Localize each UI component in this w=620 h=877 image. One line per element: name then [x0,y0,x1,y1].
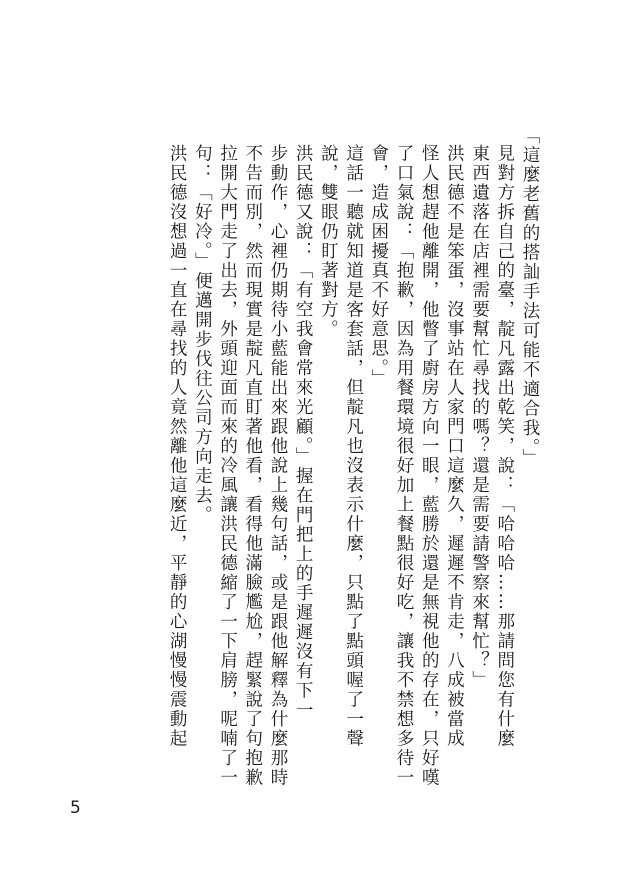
paragraph [366,126,467,866]
text-line: 洪民德沒想過一直在尋找的人竟然離他這麼近，平靜的心湖慢慢震動起 [167,143,188,748]
paragraph [164,126,189,866]
text-line: 說，雙眼仍盯著對方。 [318,143,339,339]
paragraph [517,126,542,866]
text-line: 不告而別，然而現實是靛凡直盯著他看，看得他滿臉尷尬，趕緊說了句抱歉 [242,143,263,787]
text-line: 句：「好冷。」便邁開步伐往公司方向走去。 [192,143,213,525]
page-number: 5 [70,798,81,818]
text-line: 見對方拆自己的臺，靛凡露出乾笑，說：「哈哈哈……那請問您有什麼 [494,143,515,748]
text-line: 洪民德不是笨蛋，沒事站在人家門口這麼久，遲遲不肯走，八成被當成 [444,143,465,748]
text-line: 會，造成困擾真不好意思。」 [368,143,389,389]
vertical-text-body [164,126,542,866]
text-line: 洪民德又說：「有空我會常來光顧。」握在門把上的手遲遲沒有下一 [293,143,314,720]
paragraph [315,126,365,866]
text-line: 東西遺落在店裡需要幫忙尋找的嗎？還是需要請警察來幫忙？」 [469,143,490,690]
text-line: 了口氣說：「抱歉，因為用餐環境很好加上餐點很好吃，讓我不禁想多待一 [393,143,414,787]
text-line: 拉開大門走了出去，外頭迎面而來的冷風讓洪民德縮了一下肩膀，呢喃了一 [217,143,238,787]
text-line: 「這麼老舊的搭訕手法可能不適合我。」 [520,126,540,469]
text-line: 這話一聽就知道是客套話，但靛凡也沒表示什麼，只點了點頭喔了一聲 [343,143,364,748]
paragraph [189,126,315,866]
text-line: 怪人想趕他離開，他瞥了廚房方向一眼，藍勝於還是無視他的存在，只好嘆 [419,143,440,787]
paragraph [466,126,516,866]
text-line: 步動作，心裡仍期待小藍能出來跟他說上幾句話，或是跟他解釋為什麼那時 [267,143,288,787]
